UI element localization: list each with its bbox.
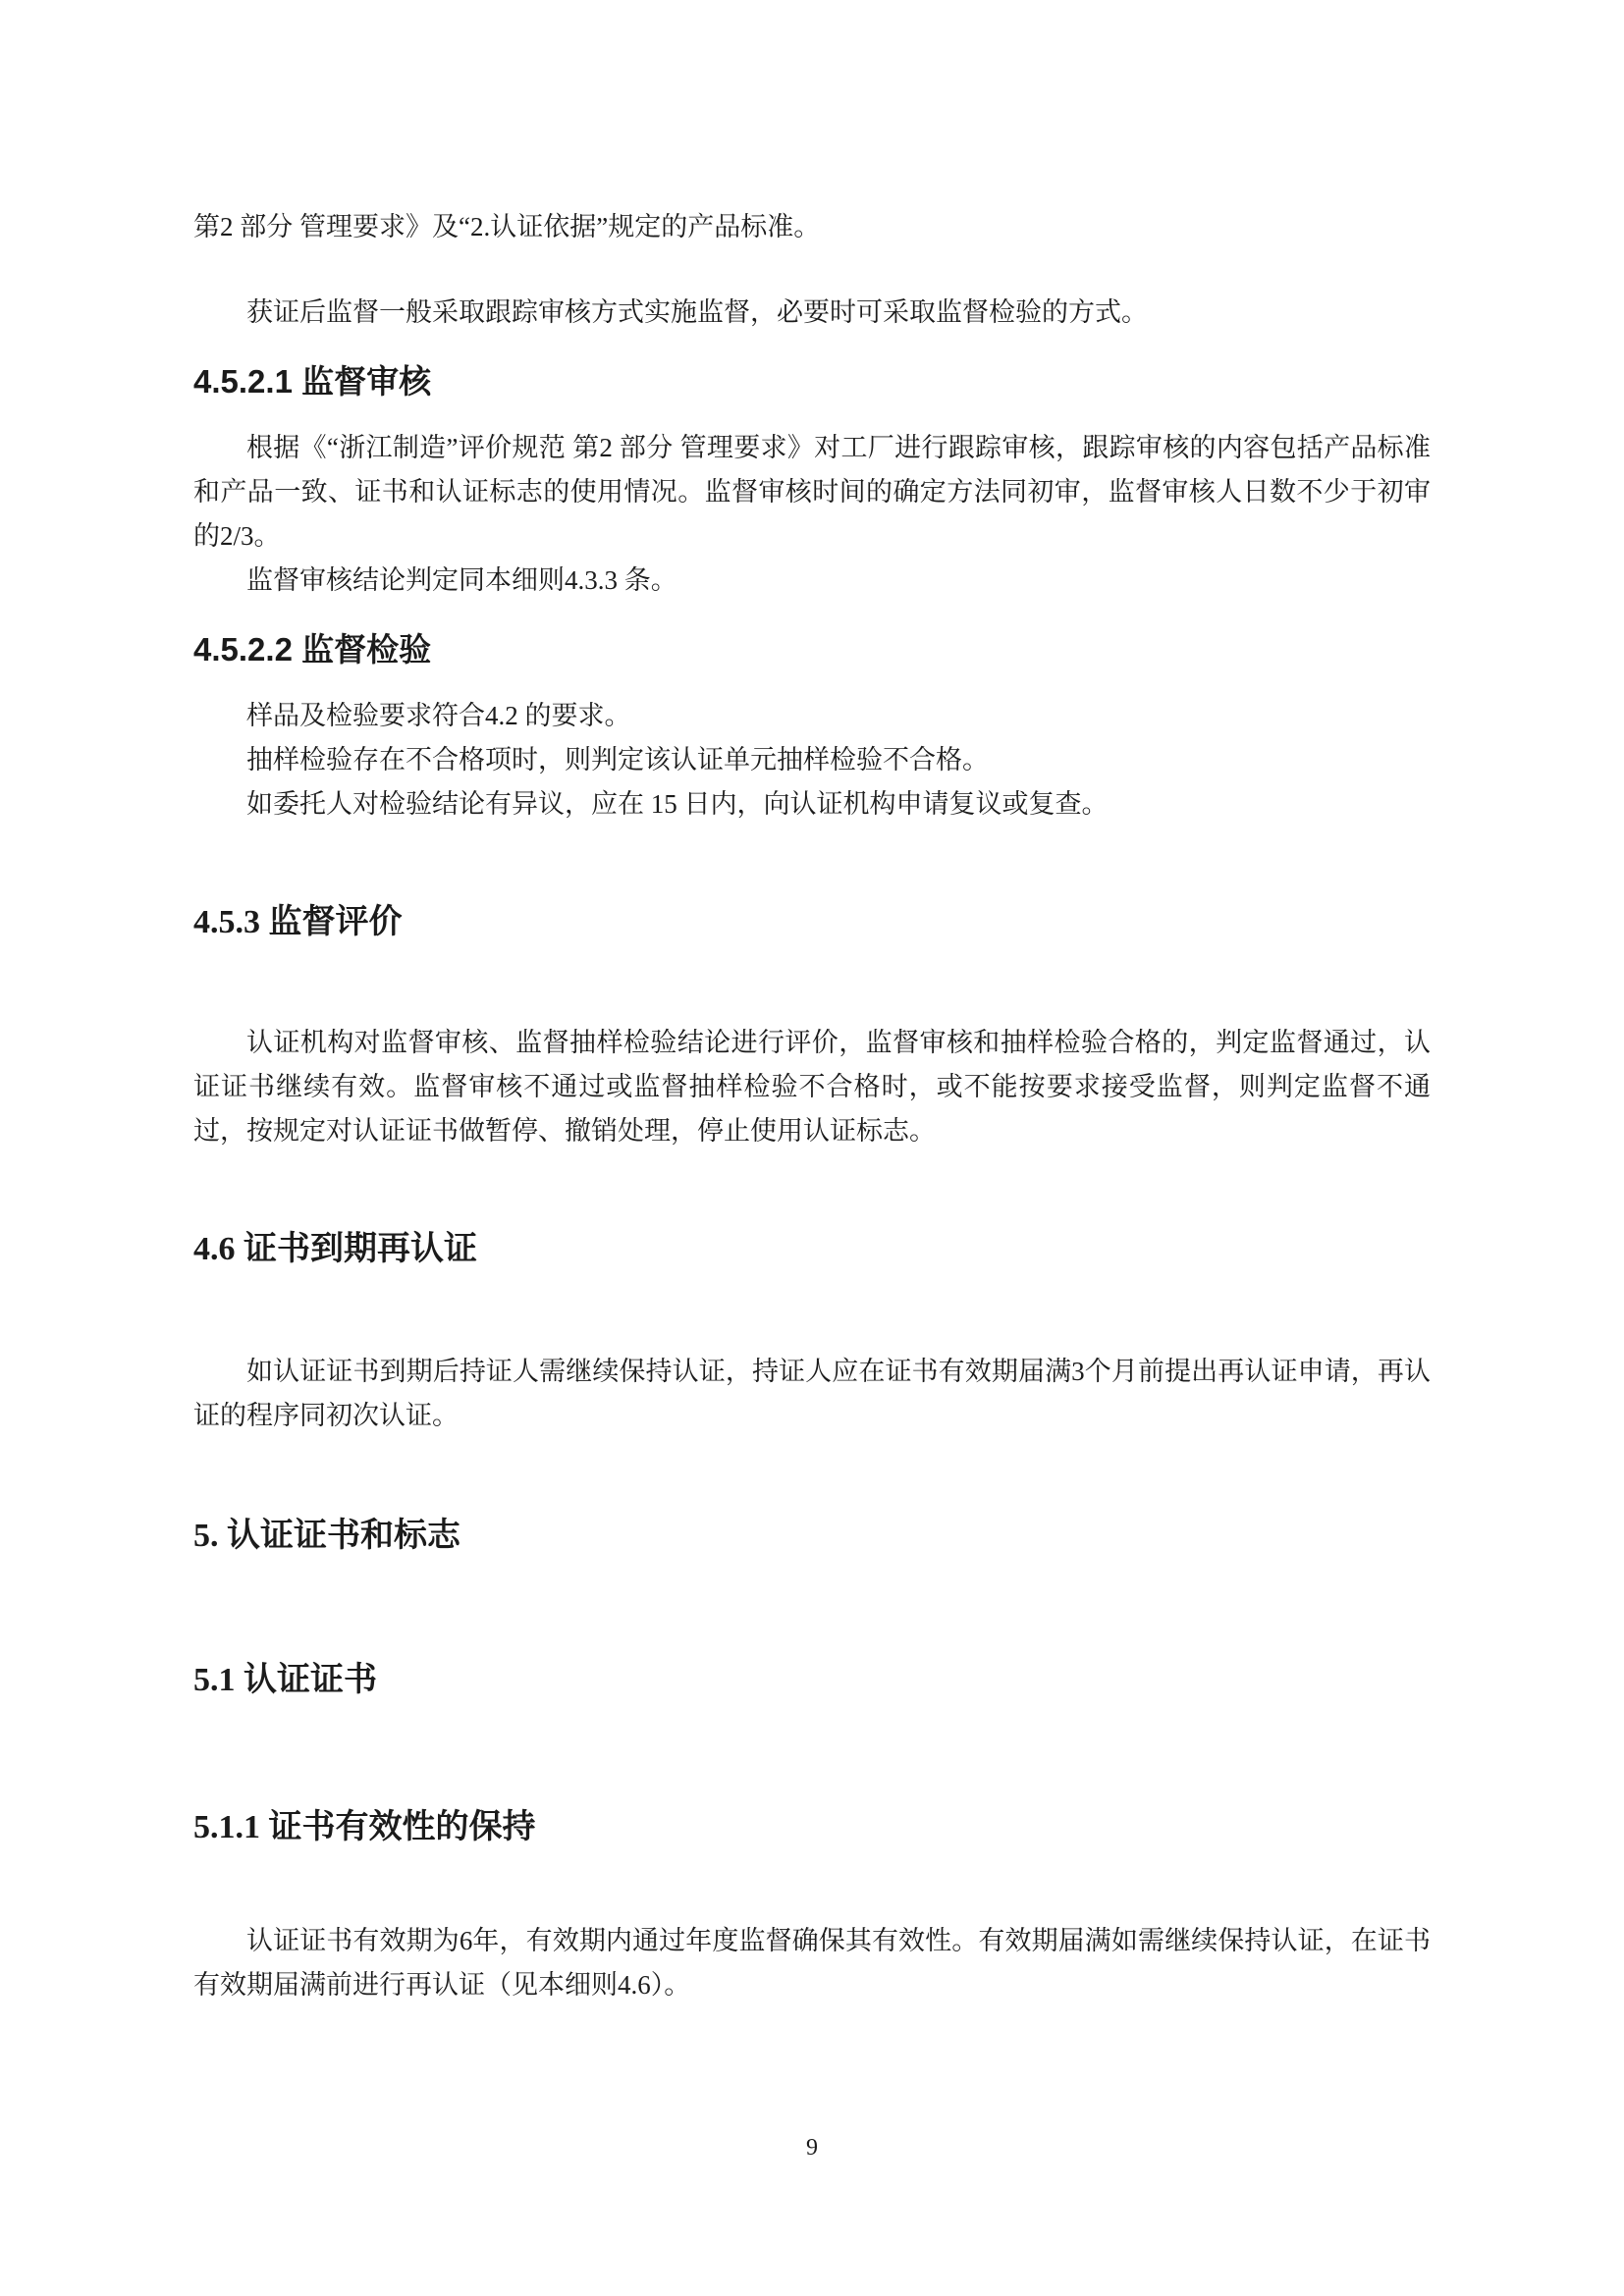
para-4-5-2-2-objection: 如委托人对检验结论有异议，应在 15 日内，向认证机构申请复议或复查。 — [246, 789, 1109, 819]
heading-4-6: 4.6 证书到期再认证 — [193, 1231, 477, 1267]
heading-5: 5. 认证证书和标志 — [193, 1518, 460, 1554]
para-4-5-2-2-fail-judge: 抽样检验存在不合格项时，则判定该认证单元抽样检验不合格。 — [246, 745, 989, 774]
heading-5-1-1: 5.1.1 证书有效性的保持 — [193, 1809, 536, 1845]
intro-continuation-line: 第2 部分 管理要求》及“2.认证依据”规定的产品标准。 — [193, 212, 821, 241]
para-supervision-mode: 获证后监督一般采取跟踪审核方式实施监督，必要时可采取监督检验的方式。 — [246, 297, 1148, 327]
heading-4-5-2-2: 4.5.2.2 监督检验 — [193, 631, 432, 667]
para-4-5-2-1-conclusion: 监督审核结论判定同本细则4.3.3 条。 — [246, 565, 677, 595]
para-4-5-3-evaluation: 认证机构对监督审核、监督抽样检验结论进行评价，监督审核和抽样检验合格的，判定监督通过，认证证书继续有效。监督审核不通过或监督抽样检验不合格时，或不能按要求接受监督，则判定监督不通过，按规定对认证证书做暂停、撤销处理，停止使用认证标志。 — [193, 1028, 1431, 1146]
para-5-1-1-validity: 认证证书有效期为6年，有效期内通过年度监督确保其有效性。有效期届满如需继续保持认证，在证书有效期届满前进行再认证（见本细则4.6）。 — [193, 1926, 1431, 2000]
section-4-5-2-1 — [193, 359, 1431, 603]
heading-4-5-2-1: 4.5.2.1 监督审核 — [193, 363, 432, 400]
para-4-6-recert: 如认证证书到期后持证人需继续保持认证，持证人应在证书有效期届满3个月前提出再认证申请，再认证的程序同初次认证。 — [193, 1357, 1431, 1430]
section-4-6 — [193, 1226, 1431, 1438]
section-5-1-1 — [193, 1804, 1431, 2007]
section-4-5-2-2 — [193, 627, 1431, 827]
heading-5-1: 5.1 认证证书 — [193, 1662, 377, 1698]
para-4-5-2-1-audit-basis: 根据《“浙江制造”评价规范 第2 部分 管理要求》对工厂进行跟踪审核，跟踪审核的内容包括产品标准和产品一致、证书和认证标志的使用情况。监督审核时间的确定方法同初审，监督审核人日数不少于初审的2/3。 — [193, 433, 1431, 551]
para-4-5-2-2-sample-req: 样品及检验要求符合4.2 的要求。 — [246, 701, 631, 730]
heading-4-5-3: 4.5.3 监督评价 — [193, 904, 403, 940]
page-number: 9 — [806, 2135, 818, 2161]
section-4-5-3 — [193, 899, 1431, 1153]
